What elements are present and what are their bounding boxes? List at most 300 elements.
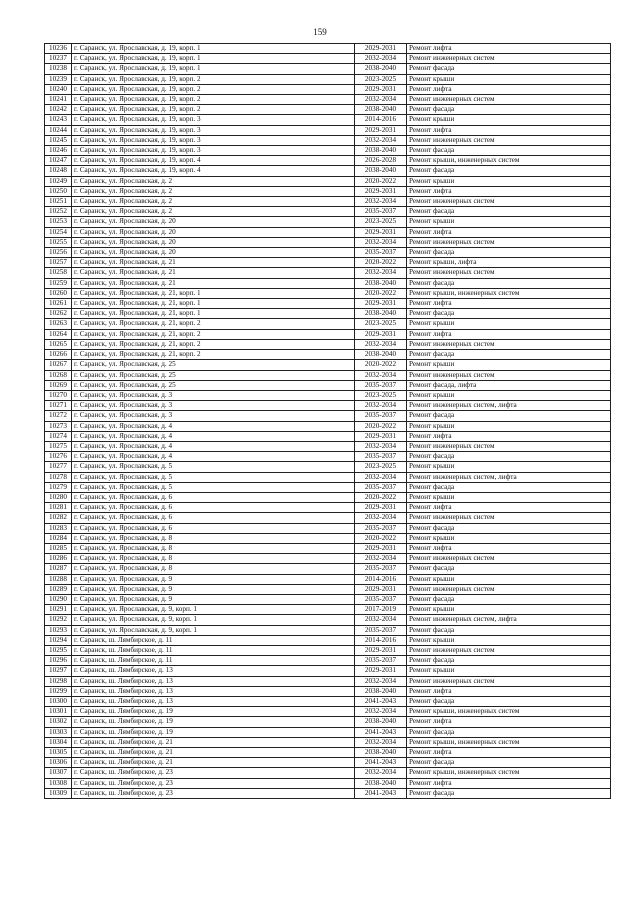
address-cell: г. Саранск, ш. Лямбирское, д. 23	[72, 778, 355, 788]
period-cell: 2029-2031	[355, 329, 407, 339]
row-number: 10307	[45, 768, 72, 778]
row-number: 10265	[45, 339, 72, 349]
table-row	[45, 441, 611, 451]
row-number: 10301	[45, 707, 72, 717]
row-number: 10278	[45, 472, 72, 482]
address-cell: г. Саранск, ул. Ярославская, д. 21, корп. 2	[72, 339, 355, 349]
work-type-cell: Ремонт инженерных систем	[407, 554, 611, 564]
period-cell: 2035-2037	[355, 594, 407, 604]
period-cell: 2020-2022	[355, 258, 407, 268]
work-type-cell: Ремонт фасада	[407, 594, 611, 604]
table-row	[45, 350, 611, 360]
address-cell: г. Саранск, ш. Лямбирское, д. 21	[72, 748, 355, 758]
row-number: 10289	[45, 584, 72, 594]
address-cell: г. Саранск, ш. Лямбирское, д. 19	[72, 717, 355, 727]
address-cell: г. Саранск, ул. Ярославская, д. 20	[72, 227, 355, 237]
table-row	[45, 288, 611, 298]
period-cell: 2032-2034	[355, 768, 407, 778]
table-row	[45, 268, 611, 278]
table-row	[45, 543, 611, 553]
period-cell: 2032-2034	[355, 54, 407, 64]
row-number: 10272	[45, 411, 72, 421]
work-type-cell: Ремонт крыши	[407, 421, 611, 431]
address-cell: г. Саранск, ул. Ярославская, д. 21, корп. 1	[72, 299, 355, 309]
address-cell: г. Саранск, ул. Ярославская, д. 19, корп. 4	[72, 156, 355, 166]
row-number: 10291	[45, 605, 72, 615]
address-cell: г. Саранск, ул. Ярославская, д. 9	[72, 574, 355, 584]
row-number: 10255	[45, 237, 72, 247]
period-cell: 2029-2031	[355, 186, 407, 196]
table-row	[45, 656, 611, 666]
table-row	[45, 105, 611, 115]
row-number: 10275	[45, 441, 72, 451]
period-cell: 2032-2034	[355, 676, 407, 686]
work-type-cell: Ремонт фасада	[407, 656, 611, 666]
period-cell: 2032-2034	[355, 95, 407, 105]
row-number: 10256	[45, 248, 72, 258]
table-row	[45, 207, 611, 217]
work-type-cell: Ремонт фасада	[407, 452, 611, 462]
work-type-cell: Ремонт инженерных систем	[407, 268, 611, 278]
row-number: 10306	[45, 758, 72, 768]
address-cell: г. Саранск, ул. Ярославская, д. 20	[72, 248, 355, 258]
work-type-cell: Ремонт фасада	[407, 788, 611, 798]
address-cell: г. Саранск, ш. Лямбирское, д. 19	[72, 707, 355, 717]
period-cell: 2014-2016	[355, 115, 407, 125]
period-cell: 2035-2037	[355, 452, 407, 462]
address-cell: г. Саранск, ул. Ярославская, д. 19, корп. 1	[72, 54, 355, 64]
table-row	[45, 309, 611, 319]
table-row	[45, 74, 611, 84]
period-cell: 2038-2040	[355, 146, 407, 156]
address-cell: г. Саранск, ул. Ярославская, д. 25	[72, 360, 355, 370]
address-cell: г. Саранск, ул. Ярославская, д. 2	[72, 207, 355, 217]
row-number: 10298	[45, 676, 72, 686]
row-number: 10288	[45, 574, 72, 584]
row-number: 10245	[45, 135, 72, 145]
row-number: 10254	[45, 227, 72, 237]
work-type-cell: Ремонт инженерных систем, лифта	[407, 615, 611, 625]
address-cell: г. Саранск, ул. Ярославская, д. 8	[72, 554, 355, 564]
work-type-cell: Ремонт крыши	[407, 574, 611, 584]
period-cell: 2032-2034	[355, 441, 407, 451]
table-row	[45, 319, 611, 329]
period-cell: 2023-2025	[355, 319, 407, 329]
table-row	[45, 44, 611, 54]
table-row	[45, 360, 611, 370]
work-type-cell: Ремонт лифта	[407, 299, 611, 309]
table-row	[45, 472, 611, 482]
row-number: 10294	[45, 635, 72, 645]
row-number: 10252	[45, 207, 72, 217]
address-cell: г. Саранск, ш. Лямбирское, д. 19	[72, 727, 355, 737]
period-cell: 2029-2031	[355, 44, 407, 54]
table-row	[45, 676, 611, 686]
address-cell: г. Саранск, ул. Ярославская, д. 6	[72, 503, 355, 513]
table-row	[45, 186, 611, 196]
period-cell: 2035-2037	[355, 625, 407, 635]
table-row	[45, 666, 611, 676]
table-row	[45, 84, 611, 94]
work-type-cell: Ремонт лифта	[407, 717, 611, 727]
period-cell: 2032-2034	[355, 237, 407, 247]
work-type-cell: Ремонт лифта	[407, 503, 611, 513]
work-type-cell: Ремонт инженерных систем	[407, 339, 611, 349]
work-type-cell: Ремонт крыши	[407, 462, 611, 472]
work-type-cell: Ремонт фасада	[407, 146, 611, 156]
address-cell: г. Саранск, ул. Ярославская, д. 21	[72, 278, 355, 288]
period-cell: 2035-2037	[355, 482, 407, 492]
row-number: 10296	[45, 656, 72, 666]
row-number: 10257	[45, 258, 72, 268]
row-number: 10238	[45, 64, 72, 74]
period-cell: 2029-2031	[355, 503, 407, 513]
table-row	[45, 237, 611, 247]
period-cell: 2038-2040	[355, 278, 407, 288]
address-cell: г. Саранск, ул. Ярославская, д. 21, корп. 2	[72, 350, 355, 360]
table-row	[45, 258, 611, 268]
address-cell: г. Саранск, ш. Лямбирское, д. 13	[72, 666, 355, 676]
table-row	[45, 645, 611, 655]
repair-schedule-table	[44, 43, 611, 799]
address-cell: г. Саранск, ул. Ярославская, д. 19, корп. 2	[72, 105, 355, 115]
row-number: 10282	[45, 513, 72, 523]
period-cell: 2029-2031	[355, 645, 407, 655]
period-cell: 2029-2031	[355, 84, 407, 94]
period-cell: 2032-2034	[355, 737, 407, 747]
address-cell: г. Саранск, ш. Лямбирское, д. 21	[72, 758, 355, 768]
work-type-cell: Ремонт лифта	[407, 227, 611, 237]
table-row	[45, 452, 611, 462]
address-cell: г. Саранск, ул. Ярославская, д. 6	[72, 492, 355, 502]
table-row	[45, 217, 611, 227]
table-row	[45, 411, 611, 421]
table-row	[45, 748, 611, 758]
address-cell: г. Саранск, ул. Ярославская, д. 8	[72, 533, 355, 543]
row-number: 10260	[45, 288, 72, 298]
period-cell: 2029-2031	[355, 431, 407, 441]
work-type-cell: Ремонт крыши	[407, 319, 611, 329]
row-number: 10259	[45, 278, 72, 288]
address-cell: г. Саранск, ул. Ярославская, д. 21, корп. 1	[72, 288, 355, 298]
work-type-cell: Ремонт инженерных систем	[407, 441, 611, 451]
table-row	[45, 513, 611, 523]
period-cell: 2038-2040	[355, 350, 407, 360]
table-row	[45, 95, 611, 105]
work-type-cell: Ремонт инженерных систем	[407, 95, 611, 105]
address-cell: г. Саранск, ул. Ярославская, д. 21, корп. 2	[72, 319, 355, 329]
row-number: 10264	[45, 329, 72, 339]
row-number: 10271	[45, 401, 72, 411]
address-cell: г. Саранск, ш. Лямбирское, д. 13	[72, 686, 355, 696]
row-number: 10268	[45, 370, 72, 380]
row-number: 10303	[45, 727, 72, 737]
work-type-cell: Ремонт фасада	[407, 105, 611, 115]
table-row	[45, 533, 611, 543]
work-type-cell: Ремонт фасада	[407, 309, 611, 319]
period-cell: 2038-2040	[355, 748, 407, 758]
row-number: 10266	[45, 350, 72, 360]
table-row	[45, 227, 611, 237]
address-cell: г. Саранск, ул. Ярославская, д. 25	[72, 380, 355, 390]
table-row	[45, 523, 611, 533]
table-row	[45, 125, 611, 135]
table-row	[45, 115, 611, 125]
table-row	[45, 54, 611, 64]
table-row	[45, 564, 611, 574]
work-type-cell: Ремонт крыши	[407, 74, 611, 84]
work-type-cell: Ремонт крыши	[407, 115, 611, 125]
address-cell: г. Саранск, ул. Ярославская, д. 19, корп. 2	[72, 74, 355, 84]
table-row	[45, 758, 611, 768]
address-cell: г. Саранск, ул. Ярославская, д. 19, корп. 3	[72, 125, 355, 135]
work-type-cell: Ремонт инженерных систем	[407, 676, 611, 686]
period-cell: 2035-2037	[355, 656, 407, 666]
row-number: 10246	[45, 146, 72, 156]
address-cell: г. Саранск, ул. Ярославская, д. 2	[72, 186, 355, 196]
work-type-cell: Ремонт лифта	[407, 84, 611, 94]
work-type-cell: Ремонт фасада	[407, 64, 611, 74]
period-cell: 2029-2031	[355, 227, 407, 237]
work-type-cell: Ремонт крыши	[407, 533, 611, 543]
work-type-cell: Ремонт инженерных систем	[407, 135, 611, 145]
table-row	[45, 686, 611, 696]
period-cell: 2020-2022	[355, 176, 407, 186]
row-number: 10300	[45, 697, 72, 707]
work-type-cell: Ремонт фасада	[407, 350, 611, 360]
table-row	[45, 421, 611, 431]
table-row	[45, 176, 611, 186]
table-row	[45, 156, 611, 166]
work-type-cell: Ремонт инженерных систем	[407, 584, 611, 594]
address-cell: г. Саранск, ул. Ярославская, д. 19, корп. 4	[72, 166, 355, 176]
row-number: 10253	[45, 217, 72, 227]
work-type-cell: Ремонт инженерных систем	[407, 237, 611, 247]
work-type-cell: Ремонт лифта	[407, 44, 611, 54]
work-type-cell: Ремонт фасада	[407, 166, 611, 176]
period-cell: 2035-2037	[355, 523, 407, 533]
period-cell: 2038-2040	[355, 64, 407, 74]
row-number: 10286	[45, 554, 72, 564]
period-cell: 2020-2022	[355, 421, 407, 431]
work-type-cell: Ремонт крыши	[407, 360, 611, 370]
row-number: 10295	[45, 645, 72, 655]
period-cell: 2032-2034	[355, 707, 407, 717]
address-cell: г. Саранск, ул. Ярославская, д. 6	[72, 513, 355, 523]
row-number: 10287	[45, 564, 72, 574]
row-number: 10304	[45, 737, 72, 747]
row-number: 10249	[45, 176, 72, 186]
row-number: 10240	[45, 84, 72, 94]
table-row	[45, 135, 611, 145]
period-cell: 2038-2040	[355, 778, 407, 788]
table-row	[45, 64, 611, 74]
period-cell: 2038-2040	[355, 686, 407, 696]
period-cell: 2041-2043	[355, 697, 407, 707]
period-cell: 2023-2025	[355, 217, 407, 227]
table-row	[45, 594, 611, 604]
table-row	[45, 492, 611, 502]
work-type-cell: Ремонт фасада	[407, 482, 611, 492]
period-cell: 2032-2034	[355, 339, 407, 349]
table-row	[45, 625, 611, 635]
address-cell: г. Саранск, ул. Ярославская, д. 2	[72, 176, 355, 186]
row-number: 10276	[45, 452, 72, 462]
period-cell: 2032-2034	[355, 554, 407, 564]
work-type-cell: Ремонт лифта	[407, 125, 611, 135]
work-type-cell: Ремонт фасада	[407, 207, 611, 217]
work-type-cell: Ремонт фасада	[407, 411, 611, 421]
work-type-cell: Ремонт инженерных систем, лифта	[407, 401, 611, 411]
table-row	[45, 697, 611, 707]
address-cell: г. Саранск, ул. Ярославская, д. 21, корп. 1	[72, 309, 355, 319]
table-body	[45, 44, 611, 799]
address-cell: г. Саранск, ул. Ярославская, д. 21, корп. 2	[72, 329, 355, 339]
work-type-cell: Ремонт фасада	[407, 697, 611, 707]
row-number: 10277	[45, 462, 72, 472]
work-type-cell: Ремонт крыши, инженерных систем	[407, 737, 611, 747]
table-row	[45, 605, 611, 615]
table-row	[45, 554, 611, 564]
table-row	[45, 737, 611, 747]
period-cell: 2020-2022	[355, 288, 407, 298]
address-cell: г. Саранск, ул. Ярославская, д. 3	[72, 390, 355, 400]
address-cell: г. Саранск, ш. Лямбирское, д. 11	[72, 656, 355, 666]
table-row	[45, 390, 611, 400]
period-cell: 2020-2022	[355, 492, 407, 502]
work-type-cell: Ремонт крыши, инженерных систем	[407, 768, 611, 778]
row-number: 10263	[45, 319, 72, 329]
table-row	[45, 462, 611, 472]
table-row	[45, 329, 611, 339]
work-type-cell: Ремонт лифта	[407, 686, 611, 696]
row-number: 10239	[45, 74, 72, 84]
work-type-cell: Ремонт крыши	[407, 390, 611, 400]
row-number: 10267	[45, 360, 72, 370]
address-cell: г. Саранск, ул. Ярославская, д. 8	[72, 543, 355, 553]
work-type-cell: Ремонт лифта	[407, 431, 611, 441]
table-row	[45, 248, 611, 258]
address-cell: г. Саранск, ул. Ярославская, д. 5	[72, 472, 355, 482]
row-number: 10302	[45, 717, 72, 727]
row-number: 10292	[45, 615, 72, 625]
table-row	[45, 717, 611, 727]
row-number: 10290	[45, 594, 72, 604]
address-cell: г. Саранск, ул. Ярославская, д. 21	[72, 268, 355, 278]
row-number: 10281	[45, 503, 72, 513]
period-cell: 2023-2025	[355, 74, 407, 84]
work-type-cell: Ремонт крыши	[407, 176, 611, 186]
period-cell: 2035-2037	[355, 207, 407, 217]
address-cell: г. Саранск, ул. Ярославская, д. 6	[72, 523, 355, 533]
address-cell: г. Саранск, ул. Ярославская, д. 3	[72, 401, 355, 411]
address-cell: г. Саранск, ул. Ярославская, д. 19, корп. 1	[72, 64, 355, 74]
period-cell: 2026-2028	[355, 156, 407, 166]
address-cell: г. Саранск, ул. Ярославская, д. 4	[72, 441, 355, 451]
row-number: 10251	[45, 197, 72, 207]
work-type-cell: Ремонт крыши	[407, 492, 611, 502]
address-cell: г. Саранск, ш. Лямбирское, д. 11	[72, 635, 355, 645]
address-cell: г. Саранск, ул. Ярославская, д. 21	[72, 258, 355, 268]
period-cell: 2032-2034	[355, 370, 407, 380]
period-cell: 2035-2037	[355, 564, 407, 574]
row-number: 10243	[45, 115, 72, 125]
work-type-cell: Ремонт инженерных систем	[407, 197, 611, 207]
period-cell: 2041-2043	[355, 758, 407, 768]
work-type-cell: Ремонт крыши, инженерных систем	[407, 707, 611, 717]
address-cell: г. Саранск, ул. Ярославская, д. 25	[72, 370, 355, 380]
period-cell: 2029-2031	[355, 666, 407, 676]
address-cell: г. Саранск, ул. Ярославская, д. 4	[72, 452, 355, 462]
row-number: 10242	[45, 105, 72, 115]
period-cell: 2032-2034	[355, 472, 407, 482]
table-row	[45, 431, 611, 441]
address-cell: г. Саранск, ул. Ярославская, д. 20	[72, 217, 355, 227]
address-cell: г. Саранск, ул. Ярославская, д. 19, корп. 3	[72, 135, 355, 145]
work-type-cell: Ремонт фасада	[407, 727, 611, 737]
row-number: 10237	[45, 54, 72, 64]
row-number: 10236	[45, 44, 72, 54]
period-cell: 2029-2031	[355, 299, 407, 309]
period-cell: 2032-2034	[355, 197, 407, 207]
table-row	[45, 370, 611, 380]
period-cell: 2035-2037	[355, 248, 407, 258]
address-cell: г. Саранск, ш. Лямбирское, д. 21	[72, 737, 355, 747]
address-cell: г. Саранск, ул. Ярославская, д. 19, корп. 2	[72, 84, 355, 94]
row-number: 10280	[45, 492, 72, 502]
row-number: 10244	[45, 125, 72, 135]
address-cell: г. Саранск, ул. Ярославская, д. 4	[72, 421, 355, 431]
period-cell: 2032-2034	[355, 513, 407, 523]
row-number: 10309	[45, 788, 72, 798]
work-type-cell: Ремонт инженерных систем	[407, 645, 611, 655]
work-type-cell: Ремонт лифта	[407, 778, 611, 788]
period-cell: 2032-2034	[355, 401, 407, 411]
address-cell: г. Саранск, ш. Лямбирское, д. 11	[72, 645, 355, 655]
table-row	[45, 166, 611, 176]
work-type-cell: Ремонт фасада	[407, 248, 611, 258]
table-row	[45, 503, 611, 513]
row-number: 10262	[45, 309, 72, 319]
period-cell: 2023-2025	[355, 462, 407, 472]
table-row	[45, 707, 611, 717]
row-number: 10273	[45, 421, 72, 431]
work-type-cell: Ремонт крыши, лифта	[407, 258, 611, 268]
address-cell: г. Саранск, ш. Лямбирское, д. 13	[72, 697, 355, 707]
work-type-cell: Ремонт инженерных систем	[407, 54, 611, 64]
work-type-cell: Ремонт лифта	[407, 329, 611, 339]
row-number: 10270	[45, 390, 72, 400]
row-number: 10305	[45, 748, 72, 758]
table-row	[45, 778, 611, 788]
row-number: 10284	[45, 533, 72, 543]
work-type-cell: Ремонт инженерных систем	[407, 513, 611, 523]
work-type-cell: Ремонт лифта	[407, 543, 611, 553]
work-type-cell: Ремонт крыши	[407, 605, 611, 615]
period-cell: 2035-2037	[355, 411, 407, 421]
page-number: 159	[313, 27, 327, 37]
work-type-cell: Ремонт лифта	[407, 748, 611, 758]
table-row	[45, 380, 611, 390]
period-cell: 2029-2031	[355, 584, 407, 594]
address-cell: г. Саранск, ул. Ярославская, д. 3	[72, 411, 355, 421]
work-type-cell: Ремонт фасада, лифта	[407, 380, 611, 390]
address-cell: г. Саранск, ул. Ярославская, д. 9, корп. 1	[72, 615, 355, 625]
address-cell: г. Саранск, ш. Лямбирское, д. 13	[72, 676, 355, 686]
row-number: 10274	[45, 431, 72, 441]
period-cell: 2029-2031	[355, 125, 407, 135]
period-cell: 2041-2043	[355, 788, 407, 798]
